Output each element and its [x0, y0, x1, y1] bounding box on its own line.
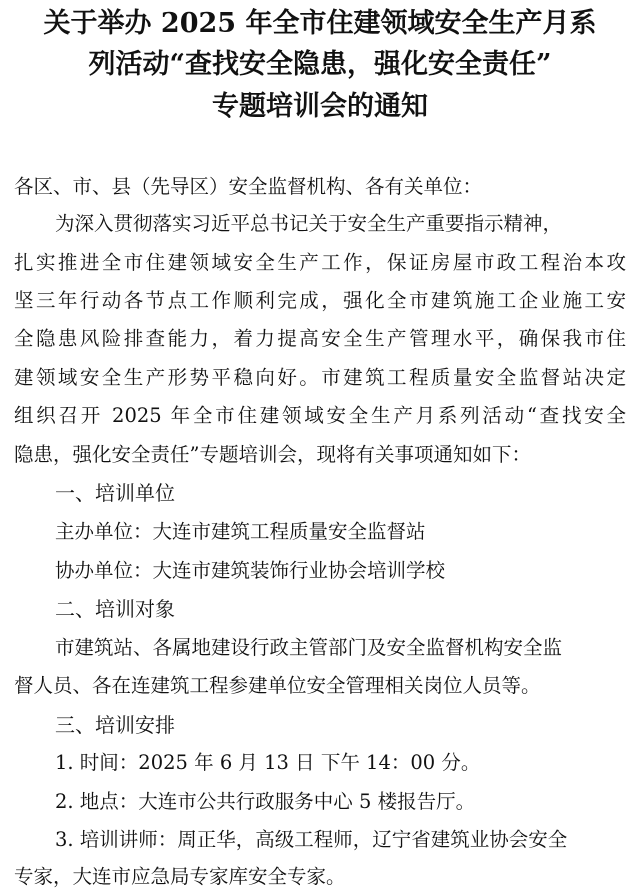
- schedule-lecturer: 专家，大连市应急局专家库安全专家。: [14, 865, 346, 888]
- intro-line: 坚三年行动各节点工作顺利完成，强化全市建筑施工企业施工安: [14, 289, 626, 312]
- salutation: 各区、市、县（先导区）安全监督机构、各有关单位：: [14, 175, 483, 198]
- intro-line: 组织召开 2025 年全市住建领域安全生产月系列活动“查找安全: [14, 404, 626, 427]
- section-heading-audience: 二、培训对象: [55, 597, 175, 621]
- intro-line: 为深入贯彻落实习近平总书记关于安全生产重要指示精神，: [55, 212, 563, 235]
- schedule-place: 2. 地点：大连市公共行政服务中心 5 楼报告厅。: [55, 790, 476, 813]
- intro-line: 全隐患风险排查能力，着力提高安全生产管理水平，确保我市住: [14, 327, 626, 350]
- co-host-unit: 协办单位：大连市建筑装饰行业协会培训学校: [55, 559, 446, 582]
- host-unit: 主办单位：大连市建筑工程质量安全监督站: [55, 520, 426, 543]
- title-line-3: 专题培训会的通知: [212, 91, 428, 122]
- intro-line: 建领域安全生产形势平稳向好。市建筑工程质量安全监督站决定: [14, 366, 626, 389]
- title-line-2: 列活动“查找安全隐患，强化安全责任”: [88, 49, 552, 80]
- intro-line: 隐患，强化安全责任”专题培训会，现将有关事项通知如下：: [14, 443, 531, 466]
- schedule-time: 1. 时间：2025 年 6 月 13 日 下午 14：00 分。: [55, 751, 481, 774]
- title-line-1: 关于举办 2025 年全市住建领域安全生产月系: [43, 8, 597, 39]
- schedule-lecturer: 3. 培训讲师：周正华，高级工程师，辽宁省建筑业协会安全: [55, 828, 568, 851]
- intro-line: 扎实推进全市住建领域安全生产工作，保证房屋市政工程治本攻: [14, 251, 626, 274]
- audience-line: 市建筑站、各属地建设行政主管部门及安全监督机构安全监: [55, 636, 563, 659]
- section-heading-schedule: 三、培训安排: [55, 713, 175, 737]
- section-heading-units: 一、培训单位: [55, 481, 175, 505]
- audience-line: 督人员、各在连建筑工程参建单位安全管理相关岗位人员等。: [14, 674, 541, 697]
